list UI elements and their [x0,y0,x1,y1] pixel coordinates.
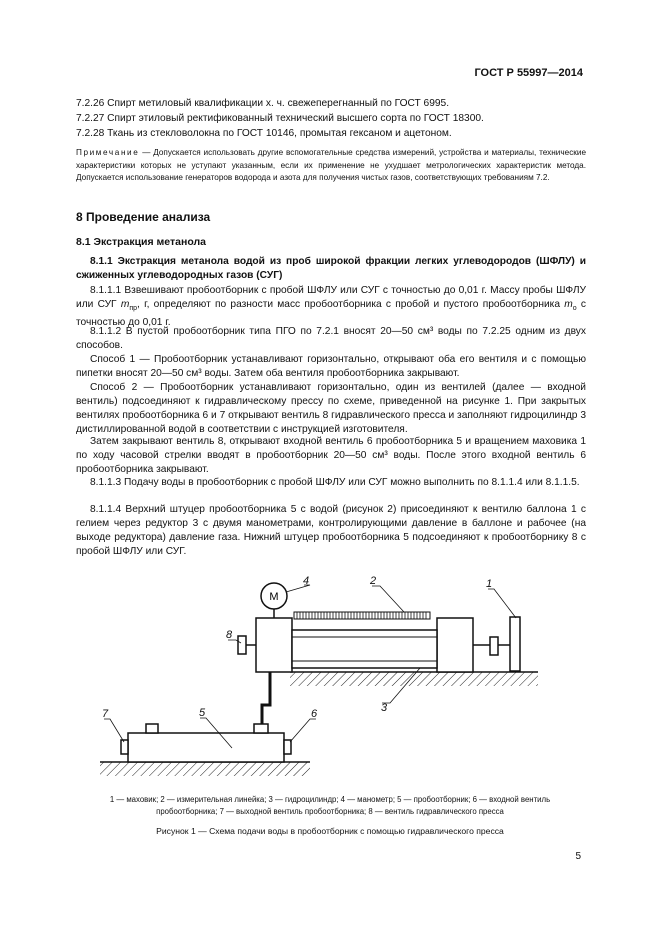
hydraulic-cylinder [292,630,437,668]
label-8: 8 [226,629,233,641]
note-text: — Допускается использовать другие вспомогательные средства измерений, устройства и материалы, технические характеристики которых не уступают указанным, если их применение не ухудшает метрологических характеристик метода. Допускается использование генераторов водорода и азота для получения чистых газов, соответствующих требованиям 7.2. [76,148,586,182]
paragraph-way-2: Способ 2 — Пробоотборник устанавливают горизонтально, один из вентилей (далее — входной вентиль) подсоединяют к гидравлическому прессу по схеме, приведенной на рисунке 1. При закрытых вентилях пробоотборника 6 и 7 открывают вентиль 8 гидравлического пресса и заполняют гидроцилиндр 3 дистиллированной водой в соответствии с инструкцией изготовителя. [76,382,586,435]
item-7-2-26: 7.2.26 Спирт метиловый квалификации х. ч. свежеперегнанный по ГОСТ 6995. [76,98,450,109]
paragraph-then: Затем закрывают вентиль 8, открывают входной вентиль 6 пробоотборника 5 и вращением маховика 1 по ходу часовой стрелки вводят в пробоотборник 20—50 см³ воды. После этого входной вентиль 6 пробоотборника закрывают. [76,436,586,475]
paragraph-8-1-1-4: 8.1.1.4 Верхний штуцер пробоотборника 5 с водой (рисунок 2) присоединяют к вентилю баллона 1 с гелием через редуктор 3 с двумя манометрами, контролирующими давление в баллоне и рабочее (на выходе редуктора) давление газа. Нижний штуцер пробоотборника 5 подсоединяют к пробоотборнику 8 с пробой ШФЛУ или СУГ. [76,504,586,557]
label-7: 7 [102,708,109,720]
label-3: 3 [381,702,388,714]
mass-subscript-2: о [572,305,577,313]
sampler-body [128,724,284,762]
ground-right [290,672,538,686]
p8111-part-a: 8.1.1.1 Взвешивают пробоотборник с пробой ШФЛУ или СУГ с точностью до 0,01 г. Массу пробы ШФЛУ или СУГ [76,285,586,310]
sampler-inlet-valve [284,740,291,754]
handwheel [473,617,520,671]
p8111-part-c: с точностью до 0,01 г. [76,299,586,329]
press-left-block [256,618,292,672]
label-1: 1 [486,578,493,590]
figure-caption: Рисунок 1 — Схема подачи воды в пробоотборник с помощью гидравлического пресса [156,826,504,836]
legend-line-1: 1 — маховик; 2 — измерительная линейка; 3 — гидроцилиндр; 4 — манометр; 5 — пробоотборник; 6 — входной вентиль [109,795,551,804]
connecting-pipe [262,672,270,725]
mass-symbol-2: m [564,299,573,310]
label-5: 5 [199,707,206,719]
press-valve [238,636,256,654]
label-4: 4 [303,575,310,587]
gauge-letter: М [269,591,279,603]
note-label: Примечание [76,148,140,157]
mass-subscript: пр [129,305,138,313]
sampler-outlet-valve [121,740,128,754]
figure-legend [60,794,600,818]
page-number: 5 [575,851,581,862]
mass-symbol: m [120,299,130,310]
label-6: 6 [311,708,318,720]
paragraph-way-1: Способ 1 — Пробоотборник устанавливают горизонтально, открывают оба его вентиля и с помощью пипетки вносят 20—50 см³ воды. Затем оба вентиля пробоотборника закрывают. [76,354,586,379]
section-8-1-title: 8.1 Экстракция метанола [76,236,206,248]
paragraph-8-1-1-2: 8.1.1.2 В пустой пробоотборник типа ПГО по 7.2.1 вносят 20—50 см³ воды по 7.2.25 одним из двух способов. [76,326,586,351]
legend-line-2: пробоотборника; 7 — выходной вентиль пробоотборника; 8 — вентиль гидравлического пресса [156,807,504,816]
section-8-1-1-title: 8.1.1 Экстракция метанола водой из проб широкой фракции легких углеводородов (ШФЛУ) и сжиженных углеводородных газов (СУГ) [76,256,586,281]
measuring-ruler [294,612,430,619]
paragraph-8-1-1-3: 8.1.1.3 Подачу воды в пробоотборник с пробой ШФЛУ или СУГ можно выполнить по 8.1.1.4 или 8.1.1.5. [90,477,580,488]
item-7-2-27: 7.2.27 Спирт этиловый ректификованный технический высшего сорта по ГОСТ 18300. [76,113,484,124]
press-right-block [437,618,473,672]
document-id: ГОСТ Р 55997—2014 [474,67,583,79]
item-7-2-28: 7.2.28 Ткань из стекловолокна по ГОСТ 10146, промытая гексаном и ацетоном. [76,128,452,139]
p8111-part-b: , г, определяют по разности масс пробоотборника с пробой и пустого пробоотборника [137,299,565,310]
label-2: 2 [370,575,377,587]
section-8-title: 8 Проведение анализа [76,210,211,224]
ground-left [100,762,310,776]
